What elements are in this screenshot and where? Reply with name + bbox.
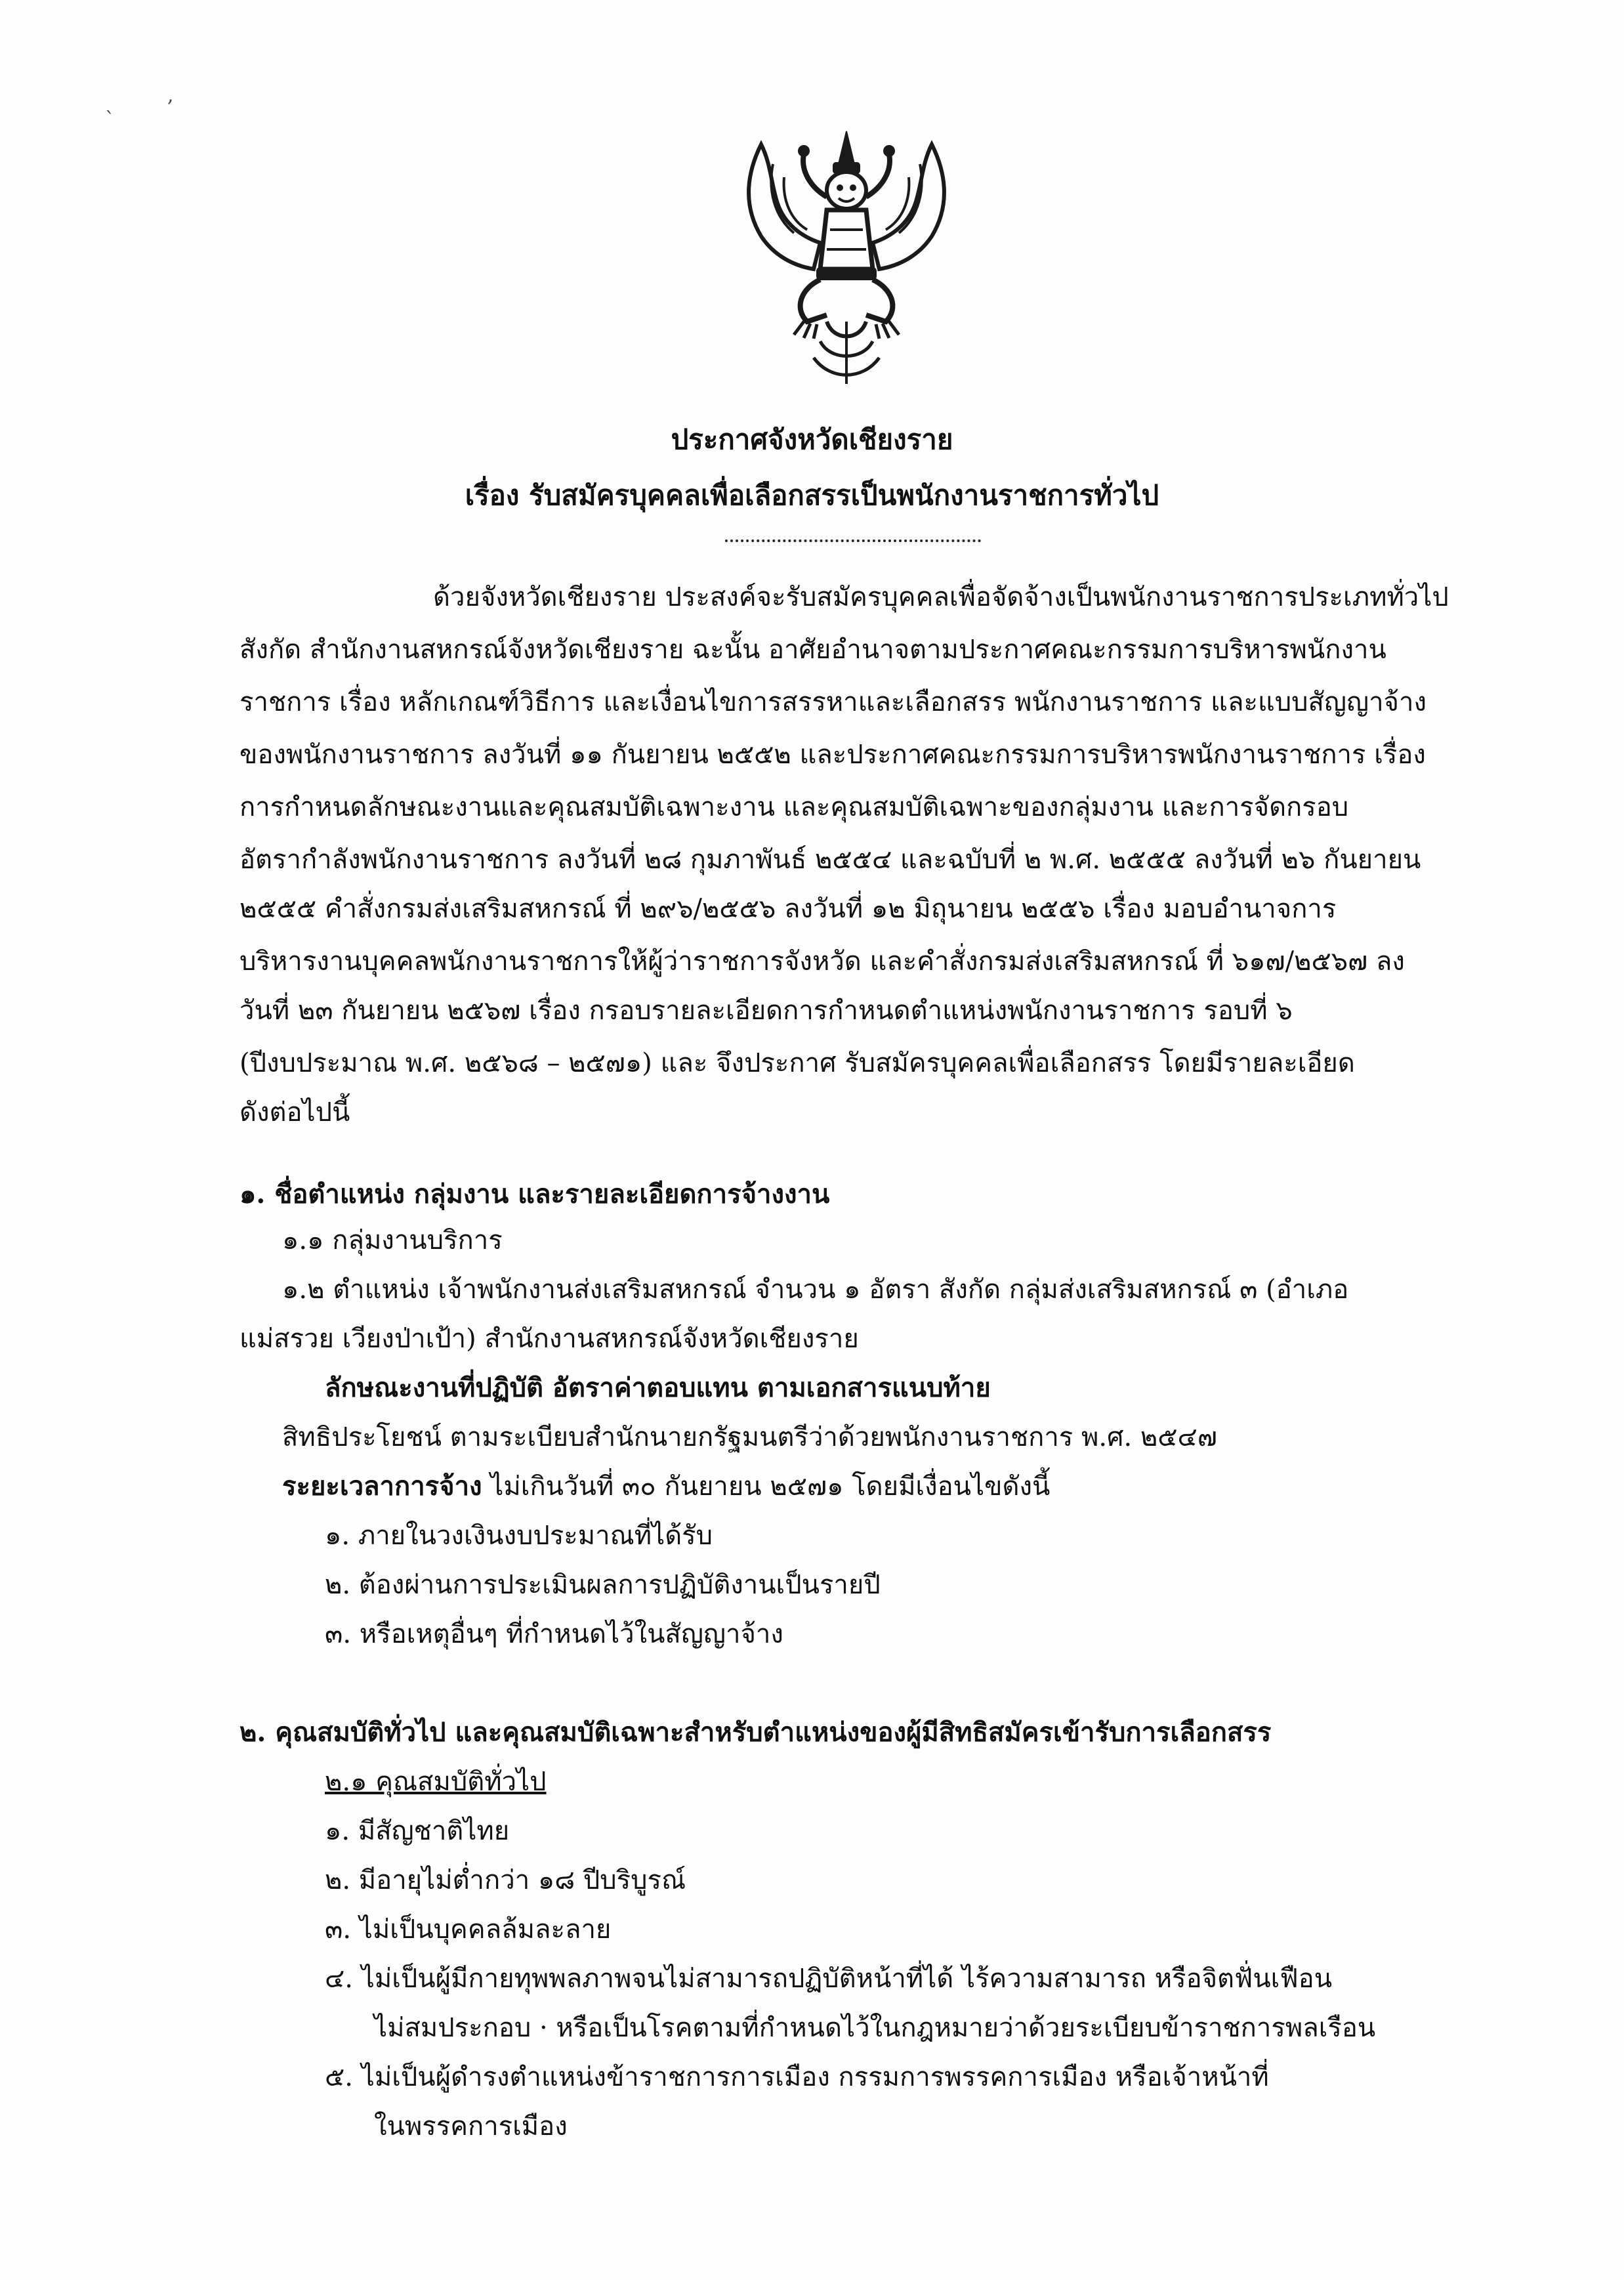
intro-line: บริหารงานบุคคลพนักงานราชการให้ผู้ว่าราชการจังหวัด และคำสั่งกรมส่งเสริมสหกรณ์ ที่ ๖๑๗/๒๕๖๗ ลง — [239, 946, 1405, 977]
announcement-title: ประกาศจังหวัดเชียงราย — [671, 423, 953, 455]
job-description: ลักษณะงานที่ปฏิบัติ อัตราค่าตอบแทน ตามเอกสารแนบท้าย — [325, 1372, 991, 1403]
condition-item: ๒. ต้องผ่านการประเมินผลการปฏิบัติงานเป็นรายปี — [325, 1570, 881, 1600]
intro-line: วันที่ ๒๓ กันยายน ๒๕๖๗ เรื่อง กรอบรายละเอียดการกำหนดตำแหน่งพนักงานราชการ รอบที่ ๖ — [239, 996, 1293, 1026]
section-1-heading: ๑. ชื่อตำแหน่ง กลุ่มงาน และรายละเอียดการจ้างงาน — [239, 1179, 830, 1210]
employment-period-text: ไม่เกินวันที่ ๓๐ กันยายน ๒๕๗๑ โดยมีเงื่อนไขดังนี้ — [482, 1471, 1051, 1502]
scan-mark: ` — [105, 108, 115, 131]
condition-item: ๓. หรือเหตุอื่นๆ ที่กำหนดไว้ในสัญญาจ้าง — [325, 1619, 783, 1649]
qualification-item-continued: ไม่สมประกอบ · หรือเป็นโรคตามที่กำหนดไว้ในกฎหมายว่าด้วยระเบียบข้าราชการพลเรือน — [374, 2013, 1376, 2043]
benefits: สิทธิประโยชน์ ตามระเบียบสำนักนายกรัฐมนตรีว่าด้วยพนักงานราชการ พ.ศ. ๒๕๔๗ — [282, 1422, 1217, 1452]
scan-mark: , — [167, 84, 174, 107]
title-divider — [725, 539, 981, 542]
intro-line: (ปีงบประมาณ พ.ศ. ๒๕๖๘ – ๒๕๗๑) และ จึงประกาศ รับสมัครบุคคลเพื่อเลือกสรร โดยมีรายละเอียด — [239, 1048, 1355, 1078]
qualification-item: ๓. ไม่เป็นบุคคลล้มละลาย — [325, 1914, 612, 1945]
item-1-1: ๑.๑ กลุ่มงานบริการ — [282, 1225, 503, 1256]
intro-line: ๒๕๕๕ คำสั่งกรมส่งเสริมสหกรณ์ ที่ ๒๙๖/๒๕๕๖ ลงวันที่ ๑๒ มิถุนายน ๒๕๕๖ เรื่อง มอบอำนาจการ — [239, 894, 1337, 924]
intro-line: ดังต่อไปนี้ — [239, 1097, 350, 1128]
intro-line: อัตรากำลังพนักงานราชการ ลงวันที่ ๒๘ กุมภาพันธ์ ๒๕๕๔ และฉบับที่ ๒ พ.ศ. ๒๕๕๕ ลงวันที่ ๒๖ กันยายน — [239, 845, 1421, 875]
intro-line: การกำหนดลักษณะงานและคุณสมบัติเฉพาะงาน และคุณสมบัติเฉพาะของกลุ่มงาน และการจัดกรอบ — [239, 792, 1349, 822]
qualification-item: ๔. ไม่เป็นผู้มีกายทุพพลภาพจนไม่สามารถปฏิบัติหน้าที่ได้ ไร้ความสามารถ หรือจิตฟั่นเฟือน — [325, 1964, 1333, 1994]
qualification-item: ๒. มีอายุไม่ต่ำกว่า ๑๘ ปีบริบูรณ์ — [325, 1865, 686, 1895]
intro-line: สังกัด สำนักงานสหกรณ์จังหวัดเชียงราย ฉะนั้น อาศัยอำนาจตามประกาศคณะกรรมการบริหารพนักงาน — [239, 635, 1386, 665]
garuda-emblem-icon — [722, 125, 971, 387]
qualification-item: ๑. มีสัญชาติไทย — [325, 1816, 510, 1846]
condition-item: ๑. ภายในวงเงินงบประมาณที่ได้รับ — [325, 1521, 713, 1551]
qualification-item: ๕. ไม่เป็นผู้ดำรงตำแหน่งข้าราชการการเมือง กรรมการพรรคการเมือง หรือเจ้าหน้าที่ — [325, 2062, 1269, 2092]
qualification-item-continued: ในพรรคการเมือง — [374, 2111, 568, 2142]
employment-period-label: ระยะเวลาการจ้าง — [282, 1471, 482, 1502]
announcement-subject: เรื่อง รับสมัครบุคคลเพื่อเลือกสรรเป็นพนักงานราชการทั่วไป — [465, 479, 1159, 511]
item-1-2: ๑.๒ ตำแหน่ง เจ้าพนักงานส่งเสริมสหกรณ์ จำนวน ๑ อัตรา สังกัด กลุ่มส่งเสริมสหกรณ์ ๓ (อำเภอ — [282, 1275, 1349, 1305]
intro-line: ของพนักงานราชการ ลงวันที่ ๑๑ กันยายน ๒๕๕๒ และประกาศคณะกรรมการบริหารพนักงานราชการ เรื่อง — [239, 740, 1426, 770]
intro-line: ด้วยจังหวัดเชียงราย ประสงค์จะรับสมัครบุคคลเพื่อจัดจ้างเป็นพนักงานราชการประเภททั่วไป — [433, 582, 1449, 612]
employment-period — [282, 1467, 1050, 1506]
intro-line: ราชการ เรื่อง หลักเกณฑ์วิธีการ และเงื่อนไขการสรรหาและเลือกสรร พนักงานราชการ และแบบสัญญาจ้าง — [239, 687, 1426, 717]
section-2-heading: ๒. คุณสมบัติทั่วไป และคุณสมบัติเฉพาะสำหรับตำแหน่งของผู้มีสิทธิสมัครเข้ารับการเลือกสรร — [239, 1717, 1272, 1748]
item-1-2-continued: แม่สรวย เวียงป่าเป้า) สำนักงานสหกรณ์จังหวัดเชียงราย — [239, 1324, 859, 1354]
section-2-1-heading: ๒.๑ คุณสมบัติทั่วไป — [325, 1767, 547, 1797]
